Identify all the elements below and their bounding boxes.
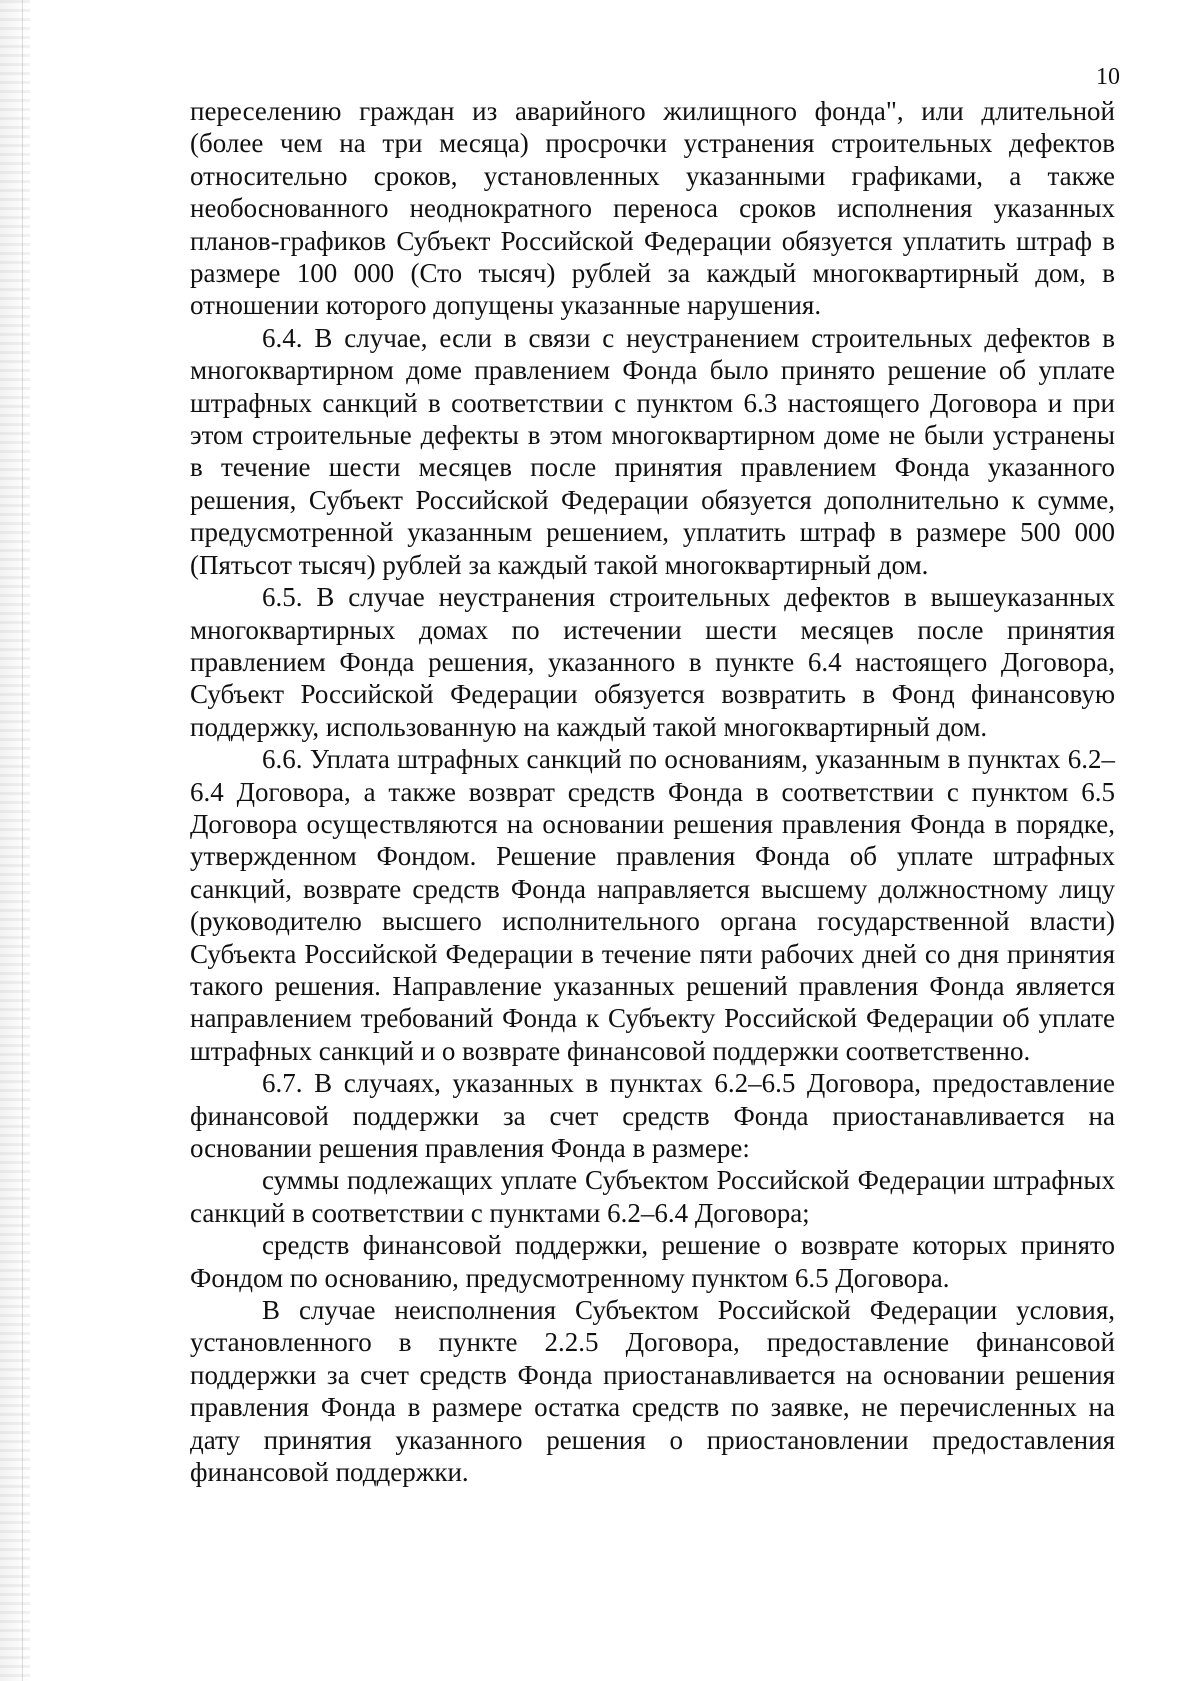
page-number: 10: [1096, 64, 1120, 90]
paragraph-clause-6-5: 6.5. В случае неустранения строительных дефектов в вышеуказанных многоквартирных домах по истечении шести месяцев после принятия правлением Фонда решения, указанного в пункте 6.4 настоящего Договора, Субъект Российской Федерации обязуется возвратить в Фонд финансовую поддержку, использованную на каждый такой многоквартирный дом.: [190, 582, 1115, 742]
paragraph-clause-6-7-item-2: средств финансовой поддержки, решение о возврате которых принято Фондом по основанию, предусмотренному пунктом 6.5 Договора.: [190, 1230, 1115, 1293]
document-body: [190, 95, 1115, 1488]
scan-binding-edge: [0, 0, 30, 1681]
paragraph-clause-6-4: 6.4. В случае, если в связи с неустранением строительных дефектов в многоквартирном доме правлением Фонда было принято решение об уплате штрафных санкций в соответствии с пунктом 6.3 настоящего Договора и при этом строительные дефекты в этом многоквартирном доме не были устранены в течение шести месяцев после принятия правлением Фонда указанного решения, Субъект Российской Федерации обязуется дополнительно к сумме, предусмотренной указанным решением, уплатить штраф в размере 500 000 (Пятьсот тысяч) рублей за каждый такой многоквартирный дом.: [190, 322, 1115, 580]
paragraph-clause-6-7-item-1: суммы подлежащих уплате Субъектом Российской Федерации штрафных санкций в соответствии с пунктами 6.2–6.4 Договора;: [190, 1165, 1115, 1228]
paragraph-clause-6-7: 6.7. В случаях, указанных в пунктах 6.2–6.5 Договора, предоставление финансовой поддержки за счет средств Фонда приостанавливается на основании решения правления Фонда в размере:: [190, 1068, 1115, 1163]
paragraph-clause-6-7-final: В случае неисполнения Субъектом Российской Федерации условия, установленного в пункте 2.2.5 Договора, предоставление финансовой поддержки за счет средств Фонда приостанавливается на основании решения правления Фонда в размере остатка средств по заявке, не перечисленных на дату принятия указанного решения о приостановлении предоставления финансовой поддержки.: [190, 1295, 1115, 1488]
paragraph-clause-6-6: 6.6. Уплата штрафных санкций по основаниям, указанным в пунктах 6.2–6.4 Договора, а также возврат средств Фонда в соответствии с пунктом 6.5 Договора осуществляются на основании решения правления Фонда в порядке, утвержденном Фондом. Решение правления Фонда об уплате штрафных санкций, возврате средств Фонда направляется высшему должностному лицу (руководителю высшего исполнительного органа государственной власти) Субъекта Российской Федерации в течение пяти рабочих дней со дня принятия такого решения. Направление указанных решений правления Фонда является направлением требований Фонда к Субъекту Российской Федерации об уплате штрафных санкций и о возврате финансовой поддержки соответственно.: [190, 744, 1115, 1066]
paragraph-continuation: переселению граждан из аварийного жилищного фонда", или длительной (более чем на три месяца) просрочки устранения строительных дефектов относительно сроков, установленных указанными графиками, а также необоснованного неоднократного переноса сроков исполнения указанных планов-графиков Субъект Российской Федерации обязуется уплатить штраф в размере 100 000 (Сто тысяч) рублей за каждый многоквартирный дом, в отношении которого допущены указанные нарушения.: [190, 96, 1115, 321]
